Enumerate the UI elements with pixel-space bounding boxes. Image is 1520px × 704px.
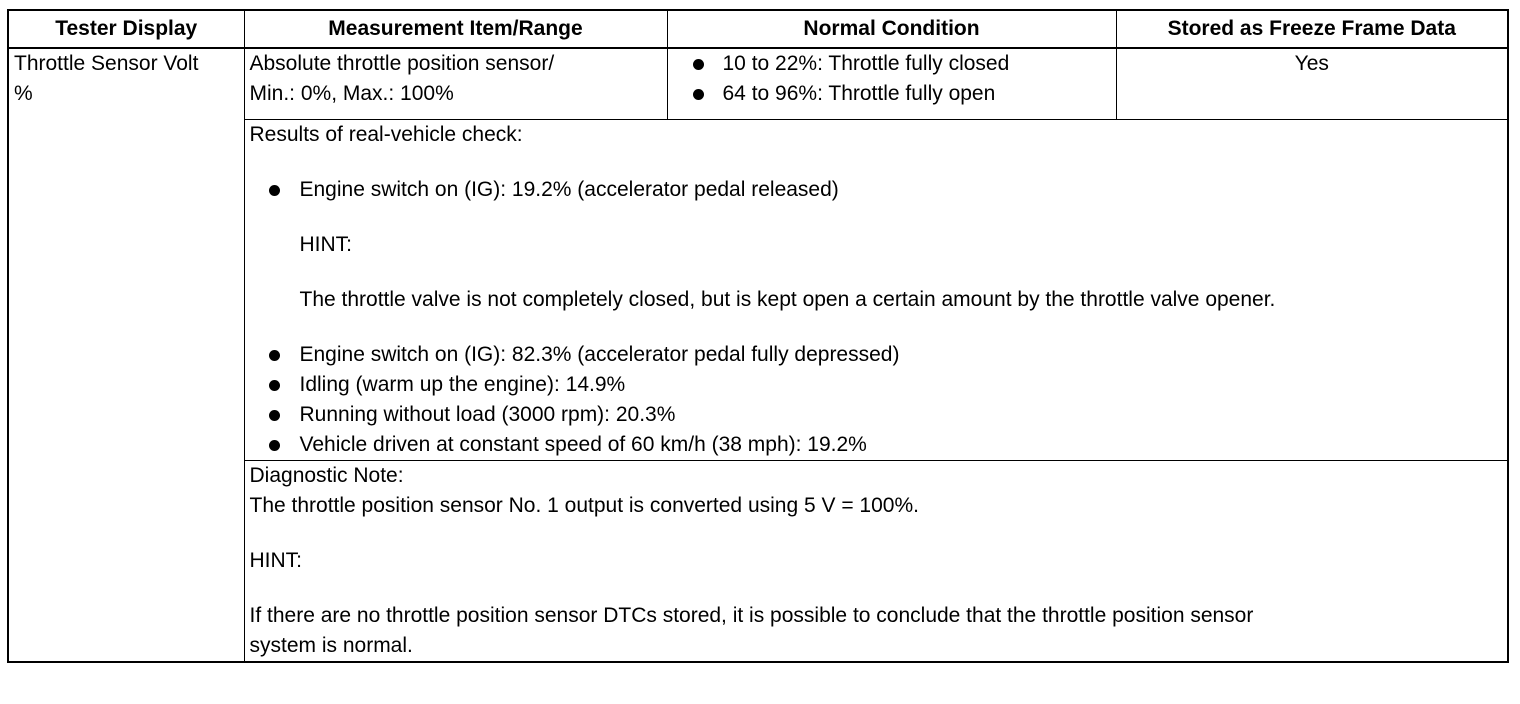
bullet-icon bbox=[269, 440, 280, 451]
results-cell bbox=[244, 120, 1508, 461]
header-measurement-item: Measurement Item/Range bbox=[244, 10, 667, 48]
diagnostic-hint-label: HINT: bbox=[249, 549, 302, 572]
bullet-icon bbox=[693, 59, 704, 70]
data-list-table bbox=[7, 9, 1509, 663]
measurement-cell bbox=[244, 48, 667, 120]
results-hint-text: The throttle valve is not completely closed, but is kept open a certain amount by the throttle valve opener. bbox=[299, 288, 1276, 311]
measurement-range: Min.: 0%, Max.: 100% bbox=[249, 82, 454, 105]
header-tester-display: Tester Display bbox=[8, 10, 244, 48]
tester-display-unit: % bbox=[14, 82, 33, 105]
diagnostic-note-title: Diagnostic Note: bbox=[249, 464, 404, 487]
measurement-item: Absolute throttle position sensor/ bbox=[249, 52, 555, 75]
list-item: Running without load (3000 rpm): 20.3% bbox=[250, 400, 1503, 430]
tester-display-name: Throttle Sensor Volt bbox=[14, 52, 199, 75]
list-item: 10 to 22%: Throttle fully closed bbox=[673, 49, 1111, 79]
results-hint-label: HINT: bbox=[299, 233, 352, 256]
list-item: Engine switch on (IG): 82.3% (accelerator pedal fully depressed) bbox=[250, 340, 1503, 370]
table-row bbox=[8, 48, 1508, 120]
freeze-frame-cell: Yes bbox=[1116, 48, 1508, 120]
list-item: Idling (warm up the engine): 14.9% bbox=[250, 370, 1503, 400]
header-freeze-frame: Stored as Freeze Frame Data bbox=[1116, 10, 1508, 48]
diagnostic-hint-text-line2: system is normal. bbox=[249, 634, 413, 657]
list-item: 64 to 96%: Throttle fully open bbox=[673, 79, 1111, 109]
header-normal-condition: Normal Condition bbox=[667, 10, 1116, 48]
tester-display-cell bbox=[8, 48, 244, 662]
normal-condition-cell bbox=[667, 48, 1116, 120]
bullet-icon bbox=[269, 185, 280, 196]
diagnostic-hint-text-line1: If there are no throttle position sensor DTCs stored, it is possible to conclude that the throttle position sensor bbox=[249, 604, 1254, 627]
list-item: Vehicle driven at constant speed of 60 km/h (38 mph): 19.2% bbox=[250, 430, 1503, 460]
bullet-icon bbox=[693, 89, 704, 100]
list-item: Engine switch on (IG): 19.2% (accelerator pedal released) bbox=[250, 175, 1503, 205]
diagnostic-note-text: The throttle position sensor No. 1 output is converted using 5 V = 100%. bbox=[249, 494, 919, 517]
header-row bbox=[8, 10, 1508, 48]
bullet-icon bbox=[269, 380, 280, 391]
diagnostic-note-cell bbox=[244, 461, 1508, 663]
bullet-icon bbox=[269, 350, 280, 361]
results-title: Results of real-vehicle check: bbox=[249, 123, 523, 146]
bullet-icon bbox=[269, 410, 280, 421]
